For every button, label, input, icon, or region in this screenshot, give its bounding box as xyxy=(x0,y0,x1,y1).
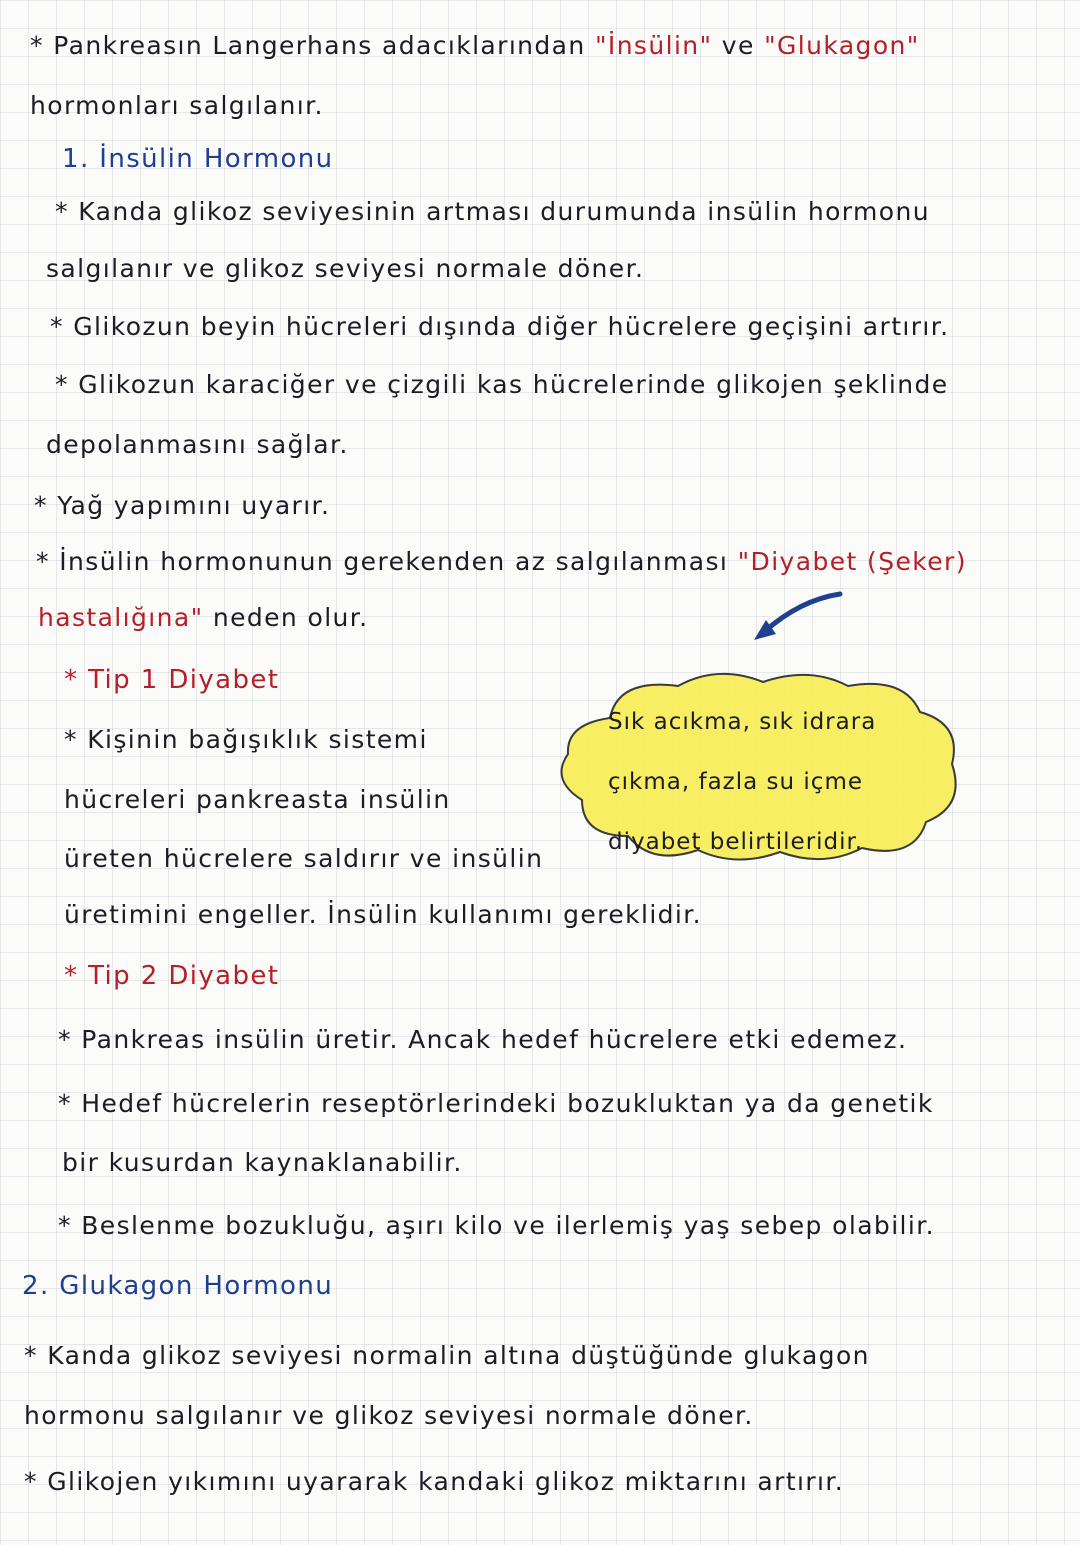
tip2-heading: * Tip 2 Diyabet xyxy=(64,961,280,991)
note-line: * Hedef hücrelerin reseptörlerindeki bozukluktan ya da genetik xyxy=(58,1089,934,1118)
note-line: * Kanda glikoz seviyesi normalin altına düştüğünde glukagon xyxy=(24,1341,870,1370)
diabetes-line-2 xyxy=(38,602,369,634)
glucagon-heading: 2. Glukagon Hormonu xyxy=(22,1271,334,1301)
intro-text: * Pankreasın Langerhans adacıklarından xyxy=(30,31,586,60)
note-line: * Glikozun karaciğer ve çizgili kas hücrelerinde glikojen şeklinde xyxy=(55,370,949,399)
tip1-heading: * Tip 1 Diyabet xyxy=(64,665,280,695)
diabetes-line xyxy=(36,546,967,578)
intro-line xyxy=(30,30,920,62)
note-line: salgılanır ve glikoz seviyesi normale döner. xyxy=(46,254,645,283)
note-line: * Pankreas insülin üretir. Ancak hedef hücrelere etki edemez. xyxy=(58,1025,908,1054)
arrow-icon xyxy=(740,580,850,650)
and-word: ve xyxy=(721,31,755,60)
note-line: hücreleri pankreasta insülin xyxy=(64,785,451,814)
note-line: * Glikojen yıkımını uyararak kandaki glikoz miktarını artırır. xyxy=(24,1467,845,1496)
note-line: hormonu salgılanır ve glikoz seviyesi normale döner. xyxy=(24,1401,754,1430)
note-line: depolanmasını sağlar. xyxy=(46,430,349,459)
note-line: üreten hücrelere saldırır ve insülin xyxy=(64,844,544,873)
note-line: * Kişinin bağışıklık sistemi xyxy=(64,725,428,754)
note-line: * Beslenme bozukluğu, aşırı kilo ve ilerlemiş yaş sebep olabilir. xyxy=(58,1211,935,1240)
diabetes-text: * İnsülin hormonunun gerekenden az salgılanması xyxy=(36,547,729,576)
disease-term: hastalığına" xyxy=(38,603,204,632)
glucagon-term: "Glukagon" xyxy=(764,31,920,60)
note-line: * Glikozun beyin hücreleri dışında diğer hücrelere geçişini artırır. xyxy=(50,312,950,341)
causes-text: neden olur. xyxy=(212,603,369,632)
insulin-term: "İnsülin" xyxy=(595,31,713,60)
note-line: üretimini engeller. İnsülin kullanımı gereklidir. xyxy=(64,900,703,929)
diabetes-term: "Diyabet (Şeker) xyxy=(737,547,967,576)
insulin-heading: 1. İnsülin Hormonu xyxy=(62,144,334,174)
note-line: bir kusurdan kaynaklanabilir. xyxy=(62,1148,463,1177)
symptoms-text: Sık acıkma, sık idrara çıkma, fazla su içme diyabet belirtileridir. xyxy=(608,709,877,855)
intro-line-2: hormonları salgılanır. xyxy=(30,91,324,120)
note-line: * Yağ yapımını uyarır. xyxy=(34,491,331,520)
symptoms-cloud xyxy=(548,668,964,864)
note-line: * Kanda glikoz seviyesinin artması durumunda insülin hormonu xyxy=(55,197,930,226)
